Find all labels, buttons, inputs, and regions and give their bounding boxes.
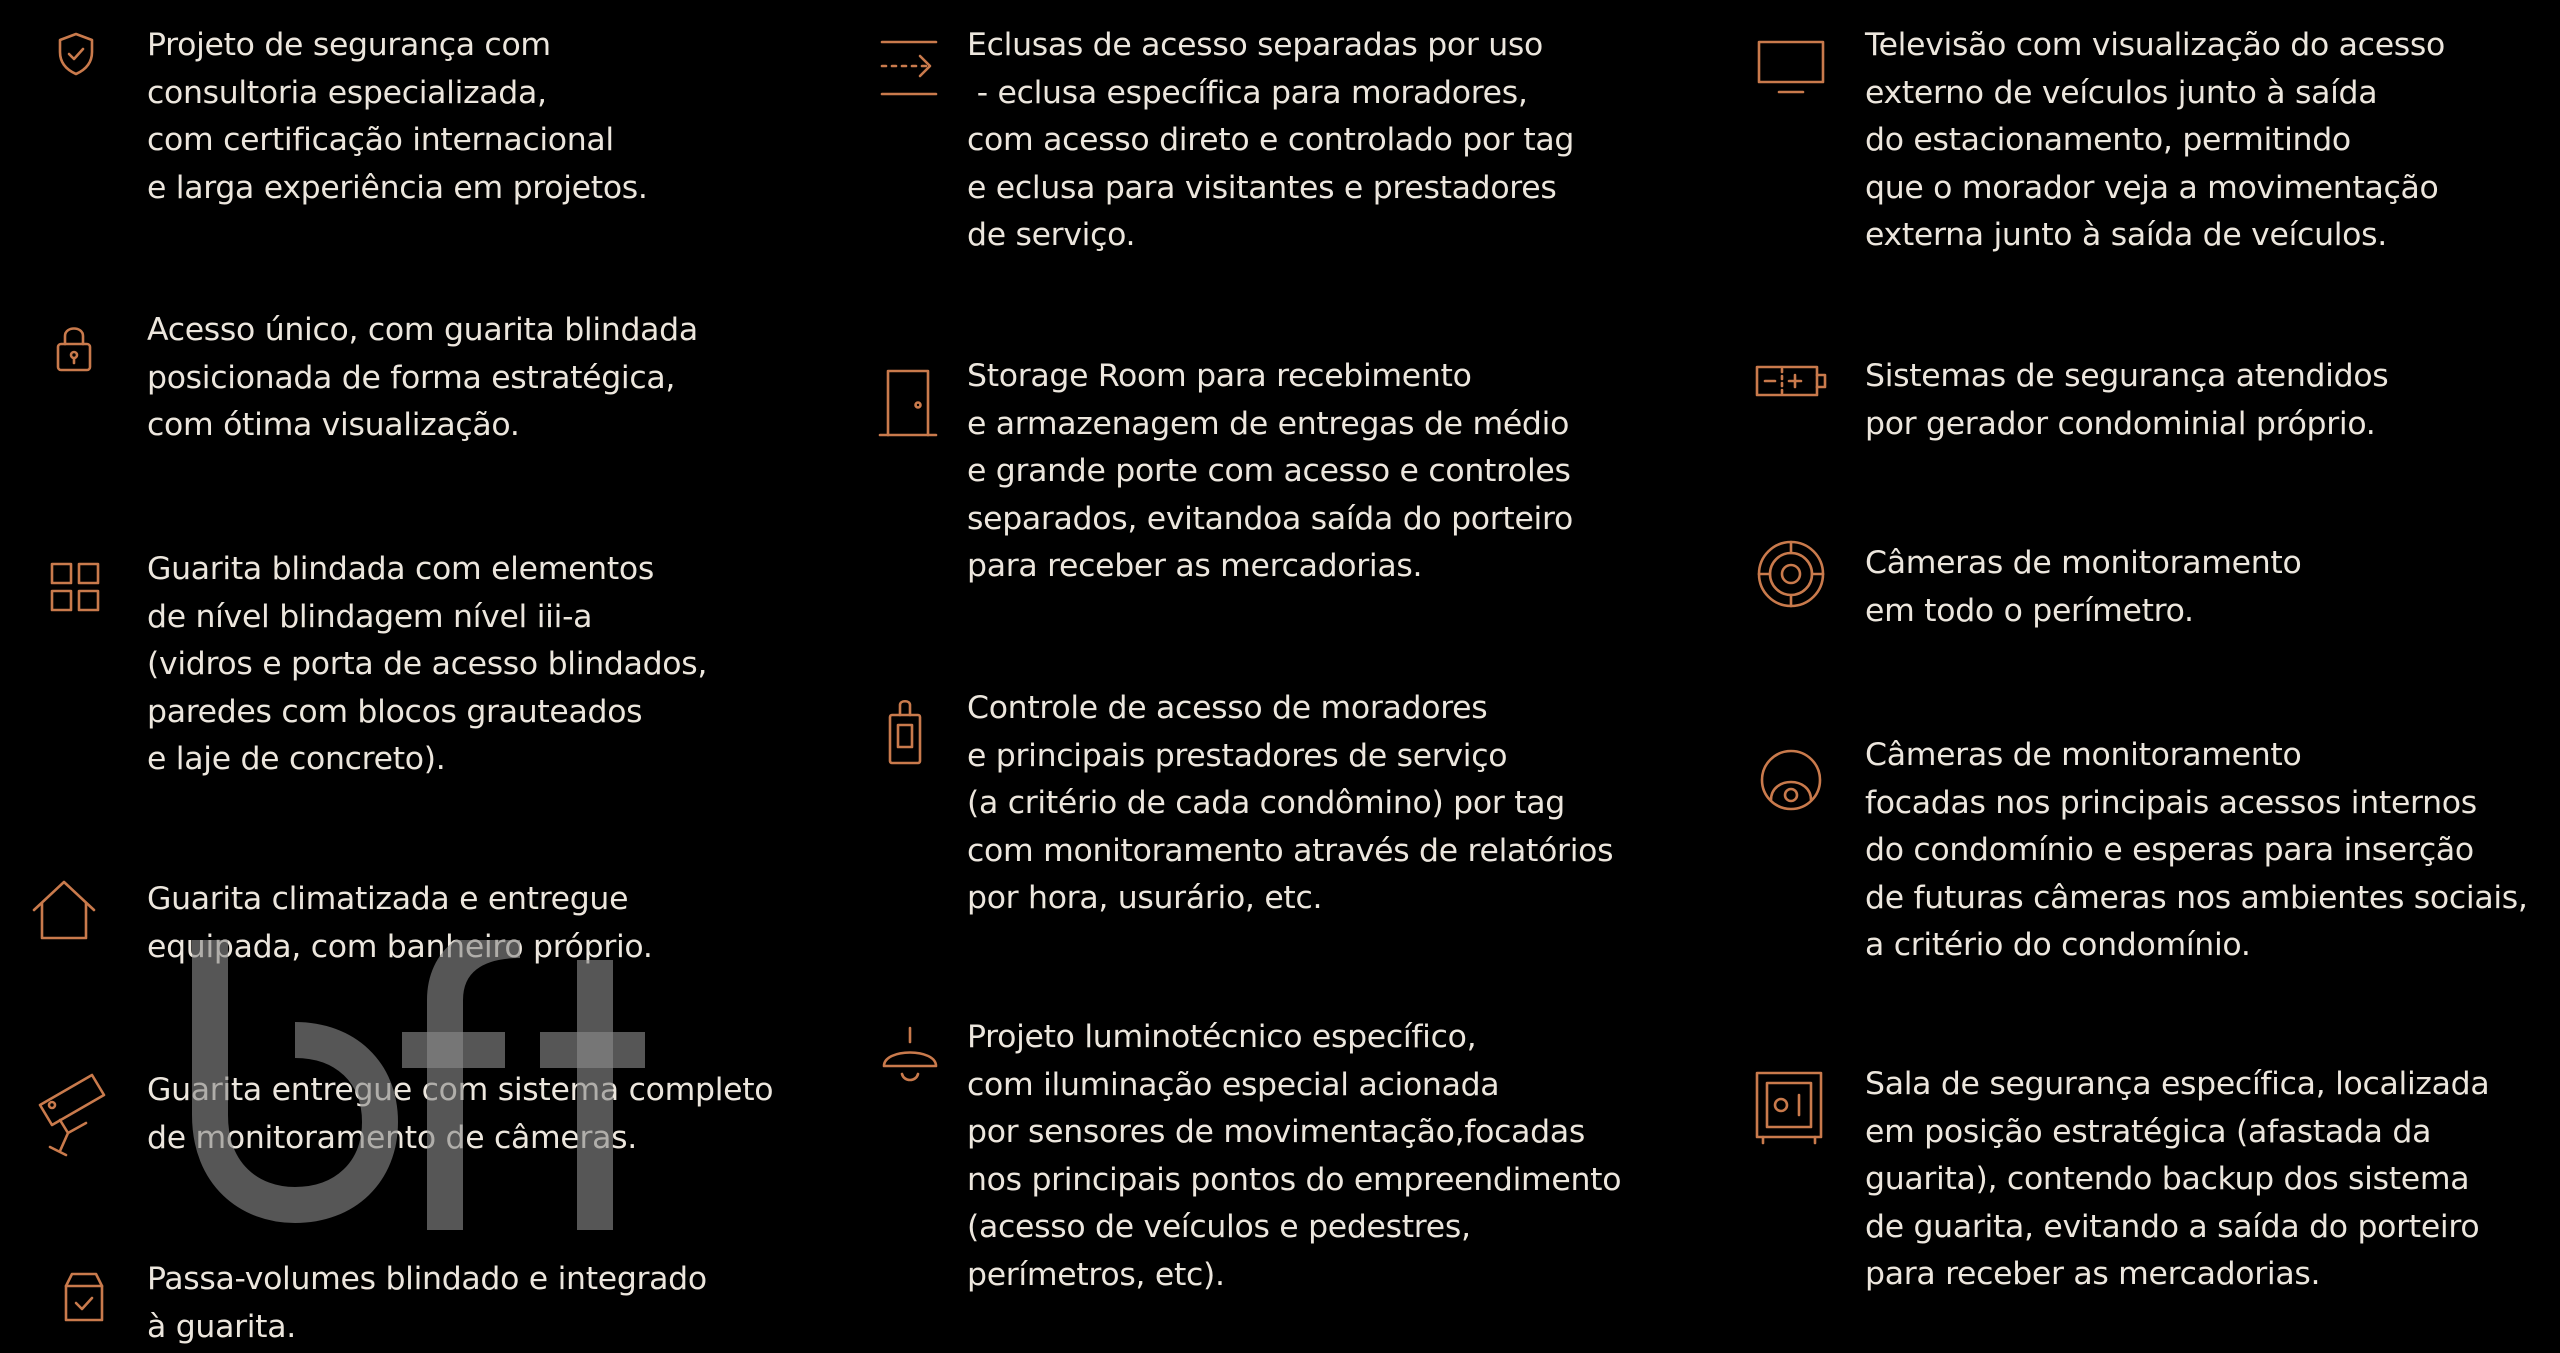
feature-text: Sala de segurança específica, localizada em posição estratégica (afastada da guarita), contendo backup dos sistema de guarita, evitando a saída do porteiro para receber as mercadorias.: [1865, 1066, 2490, 1292]
feature-text: Televisão com visualização do acesso externo de veículos junto à saída do estacionamento, permitindo que o morador veja a movimentação externa junto à saída de veículos.: [1865, 27, 2445, 253]
feature-text: Guarita blindada com elementos de nível blindagem nível iii-a (vidros e porta de acesso blindados, paredes com blocos grauteados e laje de concreto).: [147, 551, 708, 777]
security-camera-icon: [38, 1071, 108, 1167]
feature-text: Sistemas de segurança atendidos por gerador condominial próprio.: [1865, 358, 2389, 442]
feature-text: Acesso único, com guarita blindada posicionada de forma estratégica, com ótima visualização.: [147, 312, 698, 443]
shield-check-icon: [56, 32, 96, 76]
feature-text: Projeto de segurança com consultoria especializada, com certificação internacional e larga experiência em projetos.: [147, 27, 648, 206]
safe-icon: [1755, 1071, 1827, 1147]
feature-text: Controle de acesso de moradores e principais prestadores de serviço (a critério de cada condômino) por tag com monitoramento através de relatórios por hora, usurário, etc.: [967, 690, 1614, 916]
feature-text: Guarita entregue com sistema completo de monitoramento de câmeras.: [147, 1072, 774, 1156]
feature-text: Câmeras de monitoramento focadas nos principais acessos internos do condomínio e esperas para inserção de futuras câmeras nos ambientes sociais, a critério do condomínio.: [1865, 737, 2528, 963]
house-icon: [32, 880, 96, 940]
feature-text: Storage Room para recebimento e armazenagem de entregas de médio e grande porte com acesso e controles separados, evitandoa saída do porteiro para receber as mercadorias.: [967, 358, 1573, 584]
ceiling-lamp-icon: [880, 1026, 940, 1086]
door-icon: [878, 367, 938, 439]
feature-text: Guarita climatizada e entregue equipada, com banheiro próprio.: [147, 881, 653, 965]
camera-lens-icon: [1755, 538, 1835, 618]
dome-camera-icon: [1759, 748, 1831, 820]
package-box-icon: [64, 1272, 104, 1322]
television-icon: [1757, 40, 1827, 100]
access-tag-icon: [886, 699, 926, 767]
battery-generator-icon: [1755, 363, 1835, 403]
feature-text: Eclusas de acesso separadas por uso - eclusa específica para moradores, com acesso direto e controlado por tag e eclusa para visitantes e prestadores de serviço.: [967, 27, 1575, 253]
feature-text: Projeto luminotécnico específico, com iluminação especial acionada por sensores de movimentação,focadas nos principais pontos do empreendimento (acesso de veículos e pedestres, perímetros, etc).: [967, 1019, 1622, 1293]
feature-text: Câmeras de monitoramento em todo o perímetro.: [1865, 545, 2302, 629]
feature-text: Passa-volumes blindado e integrado à guarita.: [147, 1261, 707, 1345]
arrow-enter-icon: [880, 40, 940, 100]
lock-icon: [54, 323, 94, 373]
grid-squares-icon: [50, 562, 100, 612]
